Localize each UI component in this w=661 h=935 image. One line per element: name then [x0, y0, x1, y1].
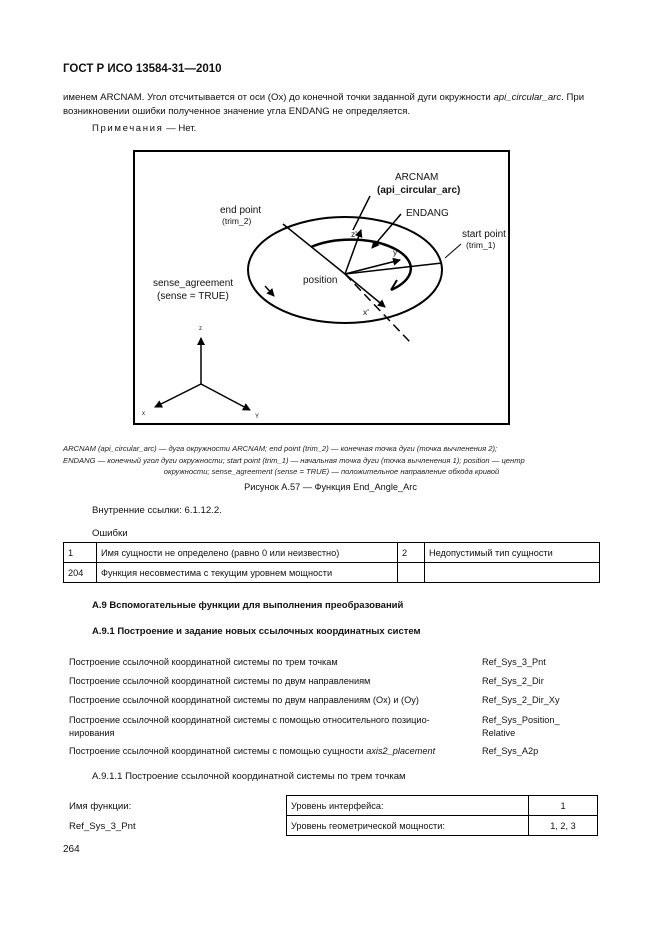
intro-line-2: возникновении ошибки полученное значение угла ENDANG не определяется.	[63, 106, 411, 117]
table-row	[64, 563, 600, 583]
label-start-point: start point	[462, 229, 506, 240]
level-value: 1, 2, 3	[529, 816, 598, 836]
label-arcnam: ARCNAM	[395, 172, 439, 183]
function-desc: Построение ссылочной координатной системы по двум направлениям	[69, 676, 371, 686]
function-desc: Построение ссылочной координатной системы по трем точкам	[69, 657, 338, 667]
label-position: position	[303, 275, 338, 286]
end-point-line	[283, 224, 345, 274]
error-code: 1	[64, 543, 97, 563]
arc-diagram	[135, 152, 508, 423]
level-value: 1	[529, 796, 598, 816]
y-prime-axis	[345, 260, 400, 274]
intro-line-1	[63, 91, 603, 105]
global-y-axis	[201, 384, 250, 410]
global-x-axis	[155, 384, 201, 407]
start-point-line	[345, 263, 442, 274]
error-code: 204	[64, 563, 97, 583]
figure-frame	[133, 150, 510, 425]
level-label: Уровень геометрической мощности:	[287, 816, 529, 836]
error-code: 2	[398, 543, 425, 563]
function-desc: Построение ссылочной координатной системы с помощью сущности axis2_placement	[69, 746, 436, 756]
legend-line: ENDANG — конечный угол дуги окружности; start point (trim_1) — начальная точка дуги (точка вычленения 1); position — центр	[63, 455, 525, 465]
function-name-value: Ref_Sys_3_Pnt	[69, 821, 136, 832]
label-sense-true: (sense = TRUE)	[157, 291, 229, 302]
label-trim-1: (trim_1)	[466, 240, 496, 250]
error-code	[398, 563, 425, 583]
table-row	[64, 543, 600, 563]
x-prime-arrow	[345, 274, 385, 307]
intro-text-end: . При	[561, 92, 585, 103]
function-name-label: Имя функции:	[69, 801, 132, 812]
intro-paragraph	[63, 91, 603, 119]
error-text: Имя сущности не определено (равно 0 или неизвестно)	[97, 543, 398, 563]
errors-table	[63, 542, 600, 583]
figure-legend	[63, 443, 600, 478]
label-y-prime: y'	[393, 247, 399, 257]
function-name: Ref_Sys_2_Dir	[482, 676, 544, 686]
note-text: — Нет.	[166, 123, 197, 134]
note	[92, 123, 196, 134]
section-heading-a9: А.9 Вспомогательные функции для выполнения преобразований	[92, 600, 404, 611]
label-trim-2: (trim_2)	[222, 216, 252, 226]
label-z-prime: z'	[351, 229, 357, 239]
arcnam-pointer	[353, 196, 370, 230]
intro-text: именем ARCNAM. Угол отсчитывается от оси (Ox) до конечной точки заданной дуги окружности	[63, 92, 494, 103]
section-heading-a91: А.9.1 Построение и задание новых ссылочных координатных систем	[92, 626, 421, 637]
table-row	[287, 816, 598, 836]
function-desc: Построение ссылочной координатной системы с помощью относительного позицио- нирования	[69, 715, 430, 738]
error-text: Недопустимый тип сущности	[425, 543, 600, 563]
function-name: Ref_Sys_3_Pnt	[482, 657, 546, 667]
label-sense-agreement: sense_agreement	[153, 278, 234, 289]
intro-italic: api_circular_arc	[493, 92, 562, 103]
label-axis-y: Y	[255, 414, 260, 420]
function-desc: Построение ссылочной координатной системы по двум направлениям (Ox) и (Oy)	[69, 695, 419, 705]
legend-line: окружности; sense_agreement (sense = TRUE) — положительное направление обхода кривой	[163, 467, 500, 476]
legend-line: ARCNAM (api_circular_arc) — дуга окружности ARCNAM; end point (trim_2) — конечная точка дуги (точка вычленения 2);	[63, 444, 498, 453]
page-number: 264	[63, 844, 80, 855]
subsection-heading: А.9.1.1 Построение ссылочной координатной системы по трем точкам	[92, 771, 406, 782]
function-name: Ref_Sys_A2p	[482, 746, 539, 756]
internal-refs: Внутренние ссылки: 6.1.12.2.	[92, 505, 222, 516]
label-endang: ENDANG	[406, 208, 449, 219]
figure-title: Рисунок А.57 — Функция End_Angle_Arc	[244, 482, 417, 492]
note-label: Примечания	[92, 123, 164, 134]
error-text	[425, 563, 600, 583]
function-name: Ref_Sys_Position_ Relative	[482, 715, 560, 738]
level-label: Уровень интерфейса:	[287, 796, 529, 816]
sense-arrow	[265, 286, 274, 296]
start-point-pointer	[445, 244, 461, 258]
table-row	[287, 796, 598, 816]
label-x-prime: x'	[363, 307, 369, 317]
circle-ellipse	[248, 217, 442, 323]
label-axis-z: z	[199, 326, 202, 332]
label-axis-x: x	[142, 411, 145, 417]
errors-title: Ошибки	[92, 528, 128, 539]
label-api-circular-arc: (api_circular_arc)	[377, 185, 461, 196]
error-text: Функция несовместима с текущим уровнем мощности	[97, 563, 398, 583]
label-end-point: end point	[220, 205, 262, 216]
function-name: Ref_Sys_2_Dir_Xy	[482, 695, 560, 705]
levels-table	[286, 795, 598, 836]
document-header: ГОСТ Р ИСО 13584-31—2010	[63, 63, 222, 75]
